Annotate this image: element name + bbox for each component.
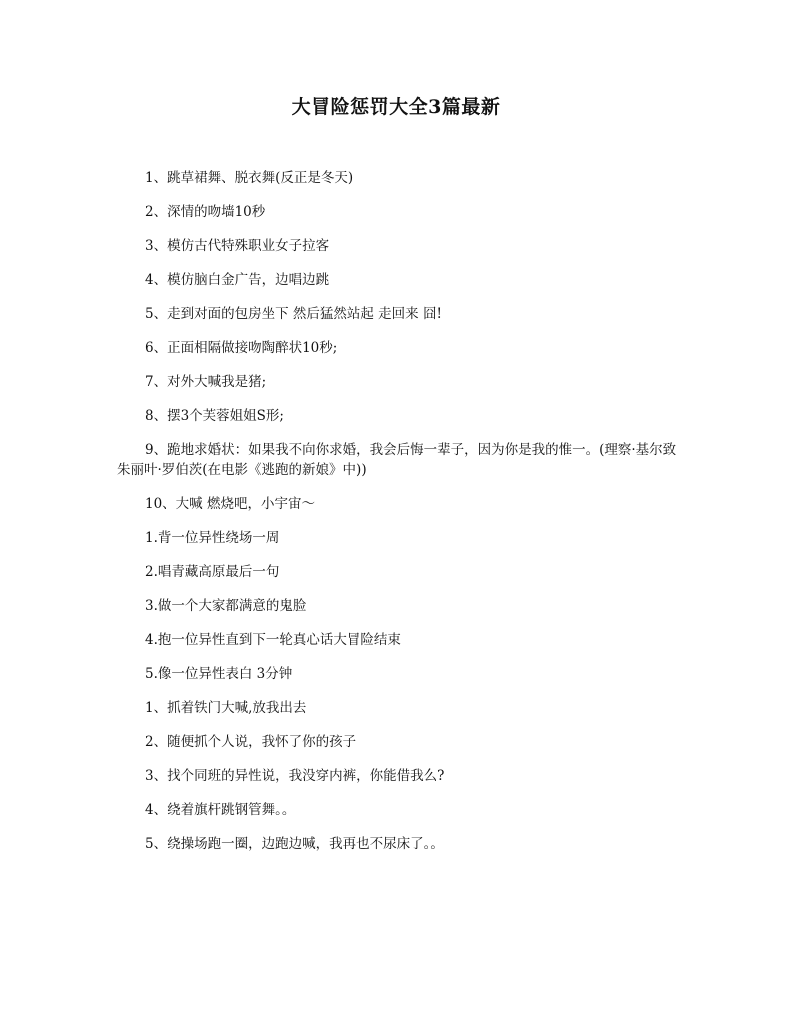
list-item: 5.像一位异性表白 3分钟 [145, 666, 293, 682]
list-item: 4、模仿脑白金广告，边唱边跳 [145, 272, 330, 288]
list-item: 2.唱青藏高原最后一句 [145, 564, 280, 580]
list-item: 5、走到对面的包房坐下 然后猛然站起 走回来 囧! [145, 306, 442, 322]
list-item: 5、绕操场跑一圈，边跑边喊，我再也不尿床了。。 [145, 836, 444, 852]
list-item: 7、对外大喊我是猪; [145, 374, 267, 390]
list-item: 10、大喊 燃烧吧，小宇宙～ [145, 496, 315, 512]
list-item: 2、随便抓个人说，我怀了你的孩子 [145, 734, 357, 750]
list-item: 1.背一位异性绕场一周 [145, 530, 280, 546]
document-title: 大冒险惩罚大全3篇最新 [291, 96, 501, 118]
list-item: 3、找个同班的异性说，我没穿内裤，你能借我么? [145, 768, 445, 784]
list-item: 9、跪地求婚状：如果我不向你求婚，我会后悔一辈子，因为你是我的惟一。(理察·基尔致朱丽叶·罗伯茨(在电影《逃跑的新娘》中)) [117, 442, 677, 478]
list-item: 3.做一个大家都满意的鬼脸 [145, 598, 307, 614]
list-item: 3、模仿古代特殊职业女子拉客 [145, 238, 330, 254]
list-item: 2、深情的吻墙10秒 [145, 204, 266, 220]
list-item: 1、抓着铁门大喊,放我出去 [145, 700, 307, 716]
list-item: 4、绕着旗杆跳钢管舞。。 [145, 802, 296, 818]
punishment-list [117, 168, 677, 868]
list-item: 6、正面相隔做接吻陶醉状10秒; [145, 340, 338, 356]
list-item: 1、跳草裙舞、脱衣舞(反正是冬天) [145, 170, 354, 186]
list-item: 8、摆3个芙蓉姐姐S形; [145, 408, 284, 424]
list-item: 4.抱一位异性直到下一轮真心话大冒险结束 [145, 632, 401, 648]
